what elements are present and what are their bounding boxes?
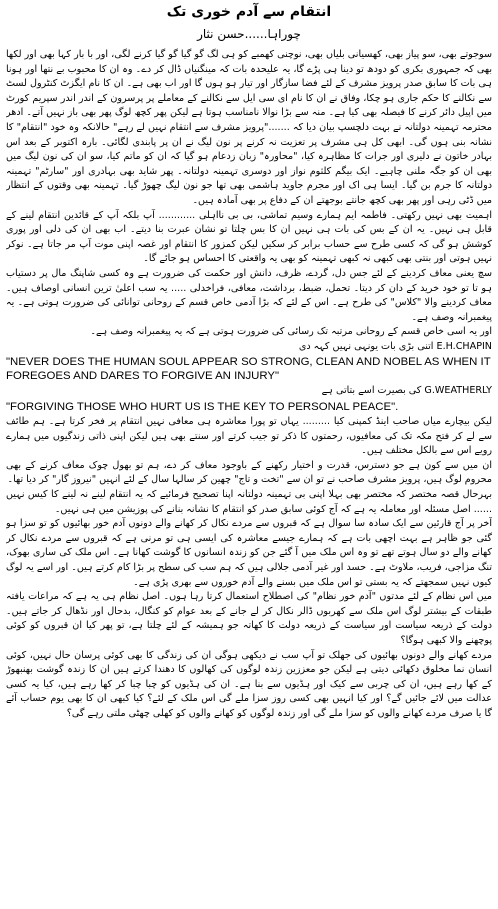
article-paragraph: سچ یعنی معاف کردینے کے لئے جس دل، گردے، ظرف، دانش اور حکمت کی ضرورت ہے وہ کسی شاپنگ مال پر دستیاب ہو تا تو خود خرید کے دان کر دیتا۔ تحمل، ضبط، برداشت، معافی، فراخدلی ..... یہ سب اعلیٰ ترین انسانی اوصاف ہیں۔ معاف کردینے والا "کلاس" کی طرح ہے۔ اس کے لئے کہ بڑا آدمی خاص قسم کے روحانی توانائی کی ضرورت ہوتی ہے۔ یہ پیغمبرانہ وصف ہے۔ xyxy=(6,267,492,323)
article-paragraph: بہرحال قصہ مختصر کہ مختصر بھی بہلا اپنی بی تہمینہ دولتانہ اپنا تصحیح فرمائیے کہ یہ انتقام لینے نہ لینے کا کیس نہیں ...... اصل مسئلہ اور معاملہ یہ ہے کہ آج کوئی سابق صدر کو انتقام کا نشانہ بنانے کی پوزیشن میں ہی نہیں۔ xyxy=(6,489,492,515)
article-body xyxy=(6,48,492,907)
article-paragraph: سوجوتے بھی، سو پیاز بھی، کھسیانی بلیاں بھی، نوچنی کھمبے کو ہی لگ گو گیا گو گیا کرنے لگی، اور با بار کہا بھی اور لکھا بھی کہ جمہوری بکری کو دودھ تو دینا ہی پڑے گا، یہ علیحدہ بات کہ مینگنیاں ڈال کر دے۔ وہ ان کا محبوب بے نتھا اور ہونا ہی بات کا سابق صدر پرویز مشرف کے لئے فضا سازگار اور تیار ہو ہوں گا اور اب بھی ہے۔ ان کا نام ایگزٹ کنٹرول لسٹ سے نکالنے کا حکم جاری ہو چکا، وفاق نے ان کا نام ای سی ایل سے نکالنے کے معاملے پر پرسرون کے اندر اندر سپریم کورٹ میں اپیل دائر کرنے کا فیصلہ بھی کیا ہے۔ منہ سے بڑا نوالا نامناسب ہوتا ہے لیکن پھر کچھ لوگ پھر بھی باز نہیں آتے۔ ادھر محترمہ تہمینہ دولتانہ نے بہت دلچسپ بیان دیا کہ ......."پرویز مشرف سے انتقام نہیں لے رہے" حالانکہ وہ خود "انتقام" کا نشانہ بنی ہوں گی۔ ابھی کل ہی مشرف پر تعزیت نہ کرنے پر نون لیگ نے ان پر پابندی لگائی۔ بارہ اکتوبر کے بعد اس بہادر خاتون نے دلیری اور جرات کا مظاہرہ کیا، "محاورہ" زبان زدعام ہو گیا کہ ان کو ماتم کیا، سو ان کی نون لیگ میں بھی ان کو جگہ ملنی چاہیے۔ ایک بیگم کلثوم نواز اور دوسری تہمینہ دولتانہ۔ پھر شاید بھی بہادری اور "سارٹم" تہمینہ دولتانہ کا جرم بن گیا۔ ایسا ہی اک اور مجرم جاوید ہاشمی بھی تھا جو نون لیگ چھوڑ گیا۔ تہمینہ بھی وقتوں کے انتظار میں ڈٹی رہی اور پھر بھی کچھ جانتے بوجھتے ان کے دفاع پر بھی آمادہ ہیں۔ xyxy=(6,49,492,206)
article-paragraph: میں اس نظام کے لئے مدتوں "آدم خور نظام" کی اصطلاح استعمال کرتا رہا ہوں۔ اصل نظام ہی یہ ہے کہ مراعات یافتہ طبقات کے بیشتر لوگ اس ملک سے کھربوں ڈالر نکال کر لے جانے کے بعد عوام کو کنگال، بدحال اور نڈھال کر جاتے ہیں۔ دولت کے ذریعہ سیاست اور سیاست کے ذریعہ دولت کا کھاتہ جو ہمیشہ کے لئے چلتا ہے، تو پھر کیا ان قبروں کو کوئی پوچھنے والا کبھی ہوگا؟ xyxy=(6,591,492,646)
article-title: انتقام سے آدم خوری تک xyxy=(166,4,332,20)
article-paragraph: مردے کھانے والے دونوں بھائیوں کی جھلک تو آپ سب نے دیکھی ہوگی ان کی زندگی کا بھی کوئی پرسان حال نہیں، کوئی انسان نما مخلوق دکھائی دیتی ہے لیکن جو معززین زندہ لوگوں کی کھالوں کا دھندا کرتے ہیں ان کا زندہ گوشت بھنبھوڑ کے کھا رہے ہیں، ان کی چربی سے کیک اور ہڈیوں سے بنا ہے۔ ان کی ہڈیوں کو چبا چبا کر کھا رہے ہیں، کیا یہ کسی عدالت میں لائے جائیں گے؟ اور کیا انہیں بھی کسی روز سزا ملے گی اس ملک کے لئے؟ کیا کبھی ان کا بھی یوم حساب آئے گا یا صرف مردے کھانے والوں کو سزا ملے گی اور زندہ لوگوں کو کھانے والوں کو کھلی چھٹی ملتی رہے گی؟ xyxy=(6,649,492,719)
article-byline: چوراہا......حسن نثار xyxy=(197,27,301,41)
article-paragraph: ان میں سے کون ہے جو دسترس، قدرت و اختیار رکھنے کے باوجود معاف کر دے، ہم تو بھول چوک معاف کرنے کے بھی محروم لوگ ہیں، پرویز مشرف صاحب نے تو ان سے "تخت و تاج" چھین کر سالہا سال کے لئے انہیں "نیروز گار" کر دیا تھا۔ xyxy=(6,459,492,486)
article-paragraph: آخر پر آج قارئین سے ایک سادہ سا سوال ہے کہ قبروں سے مردے نکال کر کھانے والے دونوں آدم خور بھائیوں کو تو سزا ہو گئی جو ظاہر ہے بہت اچھی بات ہے کہ ہمارے جیسے معاشرہ کی ایسی ہی تو مرنی ہے کہ قبروں سے مردے نکال کر کھانے والے دو سال ہوتے تھے تو وہ اس ملک میں آ گئے جن کو زندہ انسانوں کا گوشت کھانا ہے۔ اس ملک کی ساری بھوک، تنگ مزاجی، فریب، ملاوٹ ہے۔ حسد اور غیر آدمی جلالی ہیں کہ ہم سب کی سطح پر بڑا کام کرتے ہیں۔ اور اسے یہ لوگ کیوں نہیں سمجھتے کہ یہ بستی تو اس ملک میں بسنے والے آدم خوروں سے بھری پڑی ہے۔ xyxy=(6,518,492,588)
quote-intro: E.H.CHAPIN اتنی بڑی بات یونہی نہیں کہہ دی xyxy=(298,340,492,352)
article-paragraph: اور یہ اسی خاص قسم کے روحانی مرتبہ تک رسائی کی ضرورت ہوتی ہے کہ یہ پیغمبرانہ وصف ہے۔ xyxy=(90,326,492,338)
article-paragraph: اہمیت بھی نہیں رکھتی۔ فاطمہ ایم ہمارے وسیم تماشی، بی بی نااہلی ............ آپ بلکہ آپ کے قائدین انتقام لینے کے قابل ہی نہیں۔ یہ ان کے بس کی بات ہی نہیں ان کا بس چلتا تو نشان عبرت بنا دیتے۔ اب بھی ان کی دلی اور پوری کوشش ہو گی کہ کسی طرح سے حساب برابر کر سکیں لیکن کمزور کا انتقام اور غصہ اپنی موت آپ مر جاتا ہے۔ نوکر نہیں ہوتی اور بنتی بھی کبھی نہ کبھی تہمینہ کو بھی یہ واقعتی کا احساس ہو جائے گا۔ xyxy=(6,209,492,265)
english-quote: "NEVER DOES THE HUMAN SOUL APPEAR SO STRONG, CLEAN AND NOBEL AS WHEN IT FOREGOES AND DARES TO FORGIVE AN INJURY" xyxy=(6,356,491,383)
english-quote: "FORGIVING THOSE WHO HURT US IS THE KEY TO PERSONAL PEACE". xyxy=(6,401,399,414)
article-paragraph: لیکن بیچارے میاں صاحب اینڈ کمپنی کیا ......... یہاں تو پورا معاشرہ ہی معافی نہیں انتقام پر فخر کرتا ہے۔ ہم طائف سے لے کر فتح مکہ تک کی معافیوں، رحمتوں کا ذکر تو جیب کرتے اور سنتے بھی ہیں لیکن اپنی ذاتی زندگیوں میں ہمارے رویے اس سے بالکل مختلف ہیں۔ xyxy=(6,416,492,457)
quote-intro: G.WEATHERLY کی بصیرت اسے بتاتی ہے xyxy=(321,385,492,397)
